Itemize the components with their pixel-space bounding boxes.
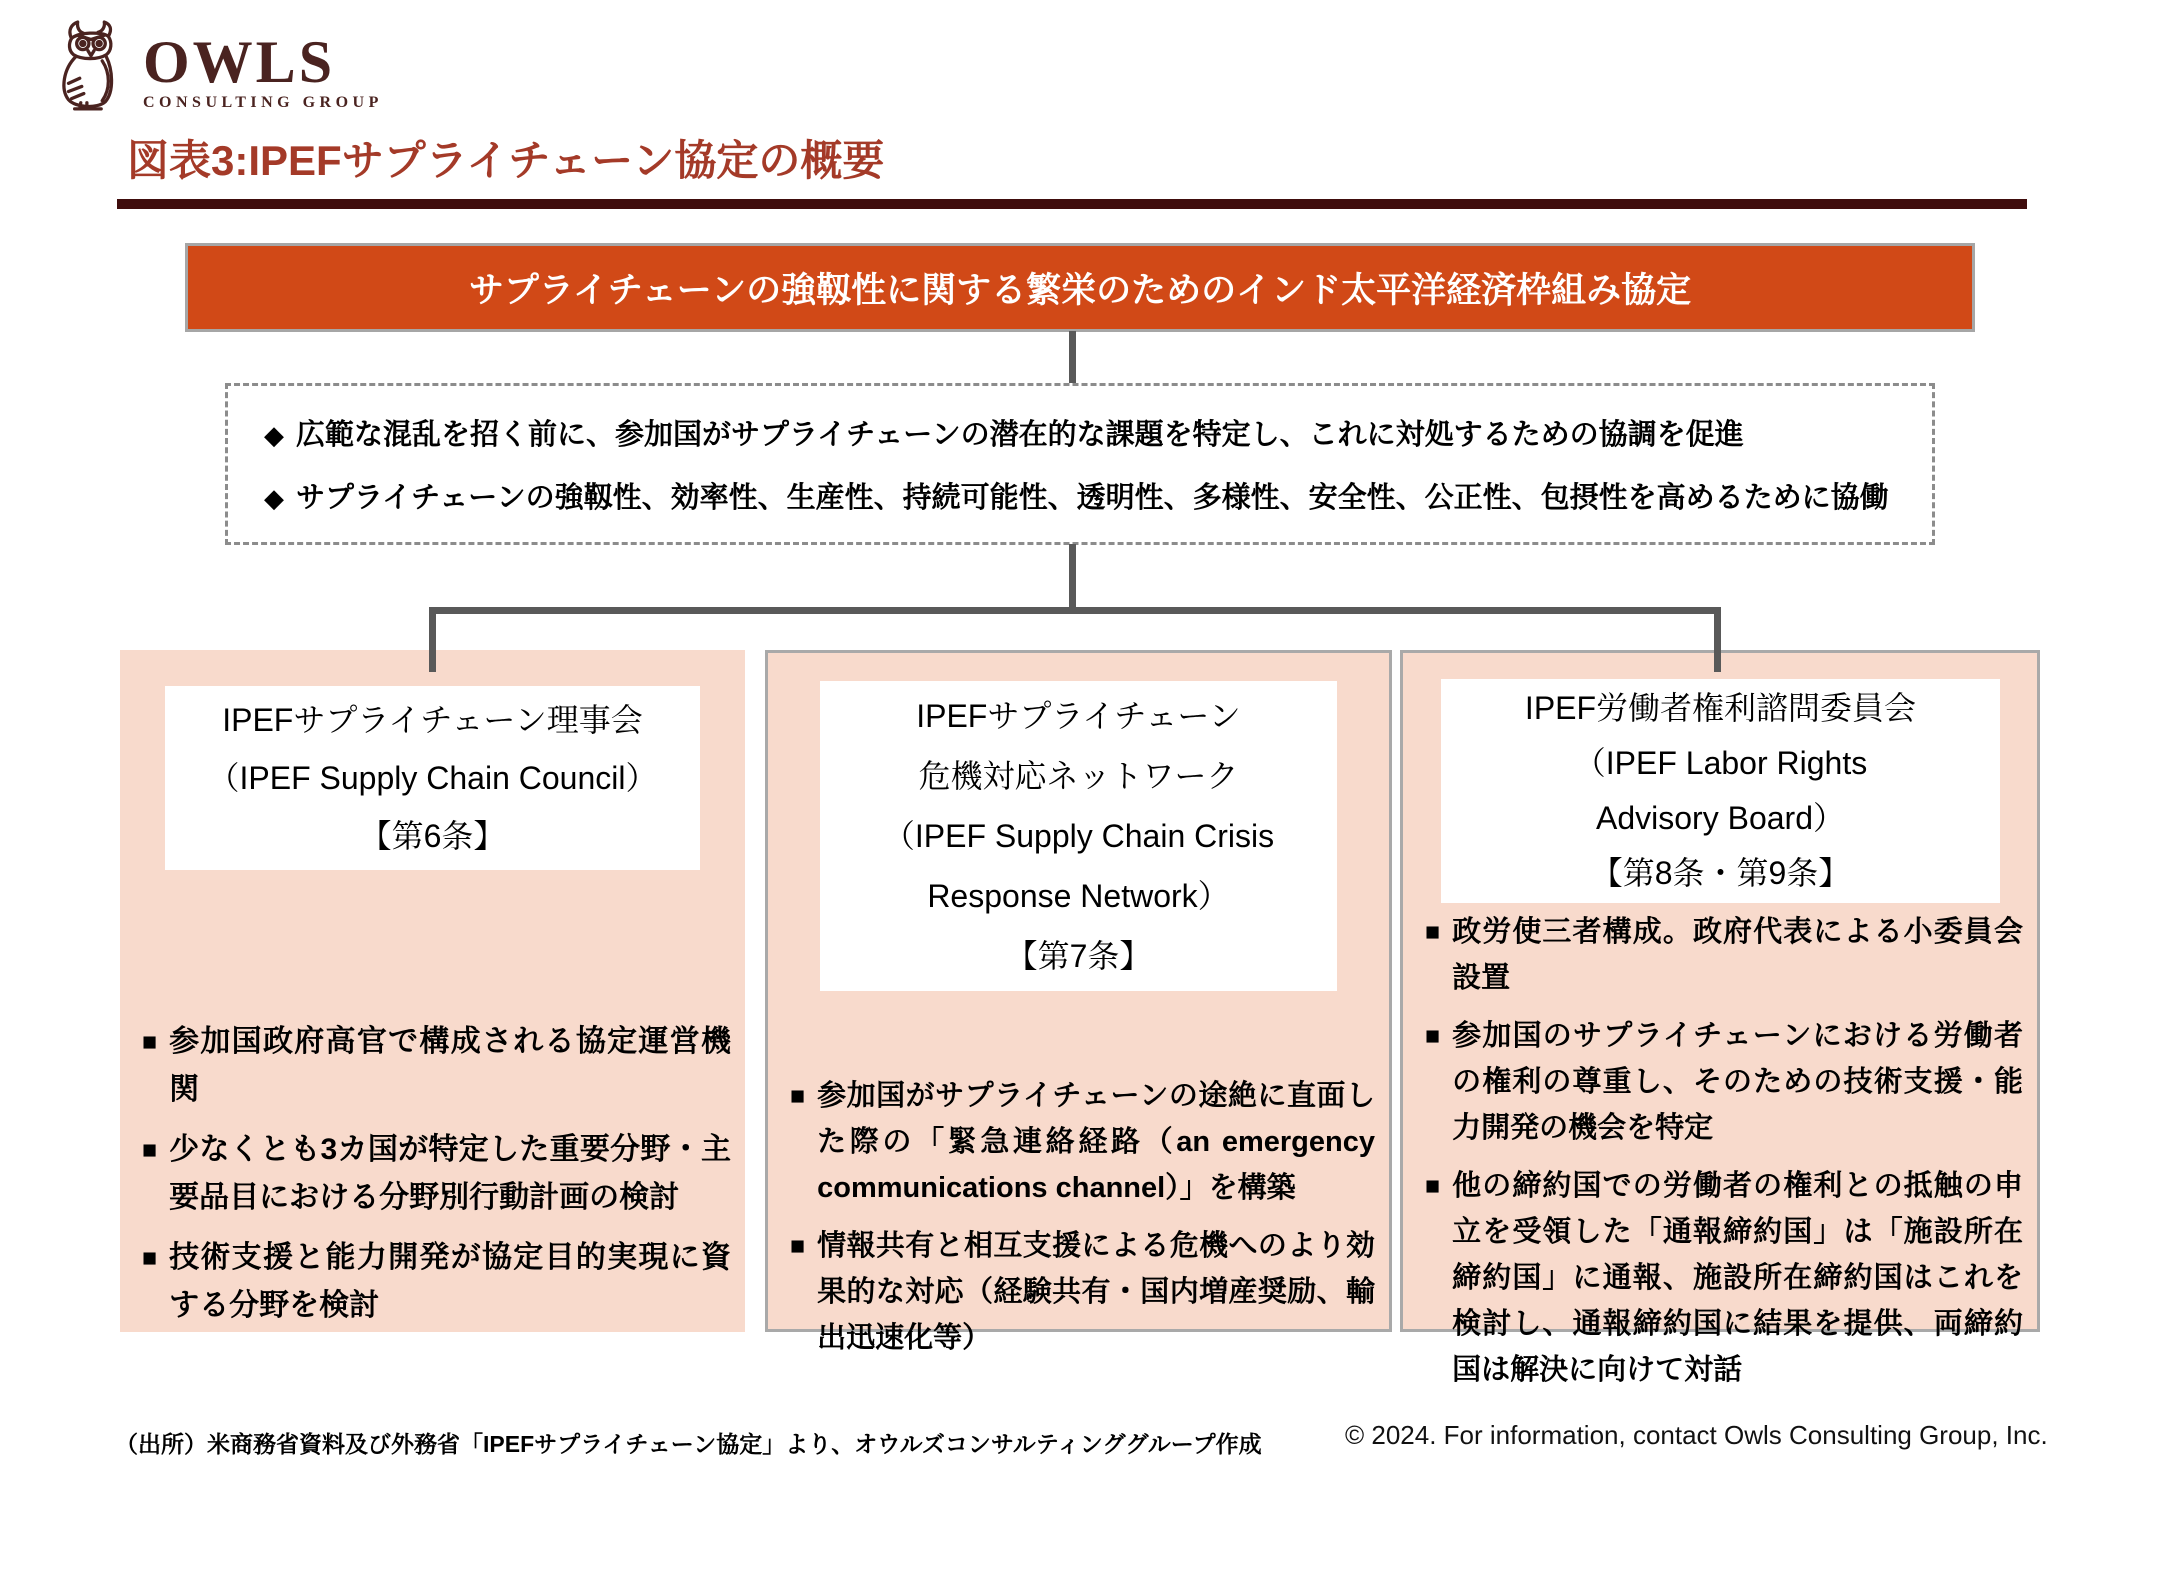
- objective-item: [264, 412, 1922, 453]
- square-bullet-icon: ■: [1425, 1172, 1441, 1200]
- bullet-text: 少なくとも3カ国が特定した重要分野・主要品目における分野別行動計画の検討: [169, 1133, 731, 1214]
- copyright-note: © 2024. For information, contact Owls Consulting Group, Inc.: [1345, 1420, 2048, 1450]
- square-bullet-icon: ■: [790, 1232, 806, 1260]
- diamond-bullet-icon: ◆: [264, 420, 284, 450]
- panel-title-card: [820, 681, 1337, 991]
- panel-title-card: [165, 686, 700, 870]
- source-note: （出所）米商務省資料及び外務省「IPEFサプライチェーン協定」より、オウルズコンサルティンググループ作成: [115, 1431, 1262, 1457]
- panel-title-line: 【第6条】: [359, 818, 506, 854]
- panel-bullet-list: [142, 1018, 731, 1342]
- square-bullet-icon: ■: [1425, 1022, 1441, 1050]
- square-bullet-icon: ■: [790, 1082, 806, 1110]
- objective-text: 広範な混乱を招く前に、参加国がサプライチェーンの潜在的な課題を特定し、これに対処するための協調を促進: [296, 419, 1744, 451]
- bullet-text: 参加国のサプライチェーンにおける労働者の権利の尊重し、そのための技術支援・能力開発の機会を特定: [1452, 1020, 2023, 1144]
- bullet-text: 技術支援と能力開発が協定目的実現に資する分野を検討: [169, 1241, 731, 1322]
- bullet-text: 参加国政府高官で構成される協定運営機関: [169, 1025, 731, 1106]
- panel-title-line: （IPEF Supply Chain Crisis: [882, 818, 1275, 854]
- connector-objectives-to-branch: [1069, 544, 1076, 610]
- list-item: [1425, 1013, 2023, 1151]
- bullet-text: 他の締約国での労働者の権利との抵触の申立を受領した「通報締約国」は「施設所在締約国」に通報、施設所在締約国はこれを検討し、通報締約国に結果を提供、両締約国は解決に向けて対話: [1452, 1170, 2023, 1386]
- panel-title-line: IPEFサプライチェーン理事会: [222, 702, 643, 738]
- objective-item: [264, 475, 1922, 516]
- panel-bullet-list: [1425, 909, 2023, 1405]
- list-item: [1425, 909, 2023, 1001]
- bullet-text: 参加国がサプライチェーンの途絶に直面した際の「緊急連絡経路（an emergency communications channel）」を構築: [817, 1080, 1375, 1204]
- logo-text: [143, 29, 383, 112]
- owl-icon: [55, 20, 129, 114]
- square-bullet-icon: ■: [142, 1244, 158, 1272]
- agreement-banner: サプライチェーンの強靱性に関する繁栄のためのインド太平洋経済枠組み協定: [185, 243, 1975, 332]
- bullet-text: 政労使三者構成。政府代表による小委員会設置: [1452, 916, 2023, 994]
- crisis-response-network-panel: [765, 650, 1392, 1354]
- list-item: [790, 1223, 1375, 1361]
- connector-banner-to-objectives: [1069, 331, 1076, 383]
- panel-title-line: IPEF労働者権利諮問委員会: [1524, 690, 1917, 726]
- panel-title-line: IPEFサプライチェーン: [916, 698, 1241, 734]
- panel-bullet-list: [790, 1073, 1375, 1373]
- connector-branch-right-drop: [1714, 607, 1721, 672]
- list-item: [1425, 1163, 2023, 1393]
- panel-title-line: 【第7条】: [1005, 938, 1152, 974]
- panel-title-line: 危機対応ネットワーク: [918, 758, 1239, 794]
- objective-text: サプライチェーンの強靱性、効率性、生産性、持続可能性、透明性、多様性、安全性、公正性、包摂性を高めるために協働: [296, 482, 1889, 514]
- logo: [55, 20, 383, 114]
- square-bullet-icon: ■: [142, 1028, 158, 1056]
- connector-branch-left-drop: [429, 607, 436, 672]
- brand-subtitle: CONSULTING GROUP: [143, 94, 383, 111]
- panel-title-card: [1441, 679, 2000, 903]
- square-bullet-icon: ■: [1425, 918, 1441, 946]
- objectives-box: [225, 383, 1935, 545]
- supply-chain-council-panel: [120, 650, 745, 1332]
- list-item: [142, 1126, 731, 1222]
- panel-title-line: （IPEF Labor Rights: [1573, 745, 1868, 781]
- panel-title-line: Response Network）: [927, 878, 1230, 914]
- title-underline: [117, 199, 2027, 209]
- panel-title-line: （IPEF Supply Chain Council）: [207, 760, 658, 796]
- list-item: [142, 1234, 731, 1330]
- panel-title-line: 【第8条・第9条】: [1590, 855, 1851, 891]
- bullet-text: 情報共有と相互支援による危機へのより効果的な対応（経験共有・国内増産奨励、輸出迅速化等）: [817, 1230, 1375, 1354]
- list-item: [142, 1018, 731, 1114]
- square-bullet-icon: ■: [142, 1136, 158, 1164]
- brand-name: OWLS: [143, 29, 336, 95]
- diamond-bullet-icon: ◆: [264, 483, 284, 513]
- list-item: [790, 1073, 1375, 1211]
- page-title: 図表3:IPEFサプライチェーン協定の概要: [127, 137, 885, 184]
- connector-branch-horizontal: [429, 607, 1721, 614]
- panel-title-line: Advisory Board）: [1596, 800, 1845, 836]
- labor-rights-advisory-board-panel: [1400, 650, 2040, 1386]
